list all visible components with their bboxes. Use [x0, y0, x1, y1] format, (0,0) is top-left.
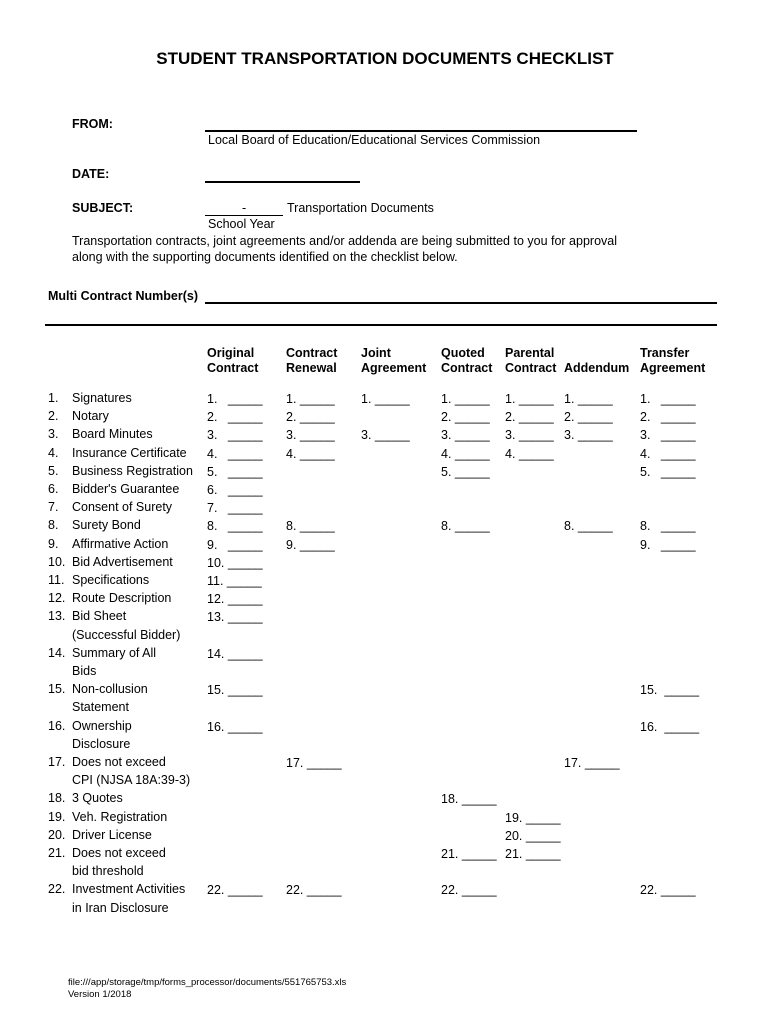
item-label: Driver License [72, 827, 152, 842]
item-number: 15. [48, 682, 66, 697]
item-number: 3. [48, 427, 59, 442]
check-blank[interactable]: 2. _____ [505, 410, 554, 425]
check-blank[interactable]: 8. _____ [564, 519, 613, 534]
check-blank[interactable]: 9. _____ [207, 537, 263, 552]
footer-version: Version 1/2018 [68, 989, 132, 1000]
date-line[interactable] [205, 181, 360, 183]
check-blank[interactable]: 4. _____ [286, 446, 335, 461]
check-blank[interactable]: 1. _____ [361, 392, 410, 406]
column-header-line-1: Quoted [441, 346, 485, 360]
item-number: 17. [48, 755, 66, 769]
check-blank[interactable]: 2. _____ [640, 410, 696, 425]
column-header-line-2: Addendum [564, 361, 630, 375]
item-label: Specifications [72, 573, 150, 587]
item-label: CPI (NJSA 18A:39-3) [72, 773, 191, 788]
column-header [564, 346, 629, 376]
check-blank[interactable]: 3. _____ [207, 428, 263, 443]
check-blank[interactable]: 9. _____ [286, 537, 335, 552]
item-number: 13. [48, 609, 66, 624]
check-blank[interactable]: 3. _____ [361, 428, 410, 443]
column-header-line-2: Contract [441, 361, 493, 375]
check-blank[interactable]: 14. _____ [207, 646, 263, 661]
item-number: 9. [48, 536, 59, 551]
check-blank[interactable]: 13. _____ [207, 610, 263, 625]
item-label: Does not exceed [72, 846, 166, 860]
check-blank[interactable]: 22. _____ [286, 883, 342, 898]
item-number: 2. [48, 409, 59, 424]
item-label: bid threshold [72, 864, 144, 879]
check-blank[interactable]: 2. _____ [286, 410, 335, 425]
item-label: (Successful Bidder) [72, 627, 181, 642]
item-number: 5. [48, 463, 59, 478]
item-label: in Iran Disclosure [72, 900, 169, 915]
check-blank[interactable]: 5. _____ [207, 464, 263, 479]
check-blank[interactable]: 3. _____ [505, 428, 554, 443]
item-number: 8. [48, 518, 59, 533]
column-header-line-2: Contract [207, 361, 259, 375]
check-blank[interactable]: 8. _____ [640, 519, 696, 534]
item-label: Affirmative Action [72, 536, 169, 551]
item-label: Disclosure [72, 736, 131, 751]
item-label: Summary of All [72, 645, 157, 660]
item-label: Board Minutes [72, 427, 153, 442]
item-number: 4. [48, 445, 59, 460]
column-header [441, 346, 492, 376]
item-label: Ownership [72, 718, 132, 733]
item-label: Surety Bond [72, 518, 141, 533]
column-header [640, 346, 705, 376]
column-header-line-2: Renewal [286, 361, 337, 375]
intro-line-2: along with the supporting documents identified on the checklist below. [72, 250, 458, 264]
check-blank[interactable]: 22. _____ [207, 883, 263, 898]
check-blank[interactable]: 3. _____ [286, 428, 335, 443]
column-header-line-2: Agreement [640, 361, 706, 375]
item-number: 11. [48, 573, 65, 587]
item-number: 10. [48, 554, 66, 569]
intro-line-1: Transportation contracts, joint agreements and/or addenda are being submitted to you for approval [72, 234, 618, 248]
check-blank[interactable]: 21. _____ [441, 847, 497, 861]
check-blank[interactable]: 10. _____ [207, 555, 263, 570]
check-blank[interactable]: 16. _____ [207, 719, 263, 734]
check-blank[interactable]: 8. _____ [207, 519, 263, 534]
check-blank[interactable]: 2. _____ [564, 410, 613, 425]
check-blank[interactable]: 2. _____ [441, 410, 490, 425]
item-number: 21. [48, 846, 66, 860]
check-blank[interactable]: 3. _____ [640, 428, 696, 443]
check-blank[interactable]: 1. _____ [441, 392, 490, 406]
item-label: Notary [72, 409, 109, 424]
check-blank[interactable]: 6. _____ [207, 483, 263, 497]
column-header-line-2: Agreement [361, 361, 427, 375]
check-blank[interactable]: 19. _____ [505, 810, 561, 825]
item-label: Bidder's Guarantee [72, 482, 180, 496]
item-label: Bids [72, 664, 97, 678]
item-label: Business Registration [72, 463, 193, 478]
check-blank[interactable]: 11. _____ [207, 574, 262, 588]
check-blank[interactable]: 4. _____ [505, 446, 554, 461]
item-label: Bid Advertisement [72, 554, 173, 569]
school-year-line[interactable] [205, 215, 283, 216]
check-blank[interactable]: 9. _____ [640, 537, 696, 552]
check-blank[interactable]: 22. _____ [640, 883, 696, 898]
item-label: Bid Sheet [72, 609, 127, 624]
item-label: Statement [72, 700, 129, 715]
item-label: Non-collusion [72, 682, 148, 697]
page-title: STUDENT TRANSPORTATION DOCUMENTS CHECKLIST [156, 49, 614, 68]
item-number: 6. [48, 482, 59, 496]
column-header [505, 346, 556, 376]
item-number: 20. [48, 827, 66, 842]
item-number: 16. [48, 718, 66, 733]
check-blank[interactable]: 12. _____ [207, 592, 263, 607]
footer-path: file:///app/storage/tmp/forms_processor/documents/551765753.xls [68, 977, 347, 988]
item-label: Consent of Surety [72, 500, 173, 515]
column-header-line-1: Transfer [640, 346, 690, 360]
check-blank[interactable]: 15. _____ [207, 683, 263, 698]
check-blank[interactable]: 3. _____ [441, 428, 490, 443]
item-label: Investment Activities [72, 882, 186, 897]
check-blank[interactable]: 4. _____ [441, 446, 490, 461]
check-blank[interactable]: 1. _____ [640, 392, 696, 406]
from-line[interactable] [205, 130, 637, 132]
check-blank[interactable]: 7. _____ [207, 501, 263, 516]
item-number: 18. [48, 791, 66, 806]
check-blank[interactable]: 1. _____ [207, 392, 263, 406]
item-number: 19. [48, 809, 66, 824]
check-blank[interactable]: 5. _____ [640, 464, 696, 479]
column-header [286, 346, 337, 376]
check-blank[interactable]: 1. _____ [564, 392, 613, 406]
item-label: Does not exceed [72, 755, 166, 769]
item-label: Insurance Certificate [72, 445, 187, 460]
check-blank[interactable]: 4. _____ [640, 446, 696, 461]
item-number: 22. [48, 882, 66, 897]
check-blank[interactable]: 2. _____ [207, 410, 263, 425]
check-blank[interactable]: 3. _____ [564, 428, 613, 443]
item-number: 7. [48, 500, 59, 515]
column-header-line-1: Joint [361, 346, 391, 360]
check-blank[interactable]: 8. _____ [286, 519, 335, 534]
item-label: Signatures [72, 391, 132, 405]
check-blank[interactable]: 5. _____ [441, 464, 490, 479]
multi-contract-label: Multi Contract Number(s) [48, 289, 198, 303]
check-blank[interactable]: 1. _____ [505, 392, 554, 406]
check-blank[interactable]: 22. _____ [441, 883, 497, 898]
item-label: 3 Quotes [72, 791, 123, 806]
column-header-line-1: Original [207, 346, 255, 360]
subject-label: SUBJECT: [72, 201, 134, 215]
check-blank[interactable]: 17. _____ [564, 756, 620, 770]
check-blank[interactable]: 1. _____ [286, 392, 335, 406]
check-blank[interactable]: 15. _____ [640, 683, 700, 698]
item-label: Veh. Registration [72, 809, 168, 824]
column-header-line-1 [564, 346, 629, 361]
subject-dash: - [242, 201, 247, 215]
item-number: 14. [48, 645, 66, 660]
check-blank[interactable]: 17. _____ [286, 756, 342, 770]
subject-caption: School Year [208, 217, 275, 231]
from-label: FROM: [72, 117, 113, 131]
column-header-line-2: Contract [505, 361, 557, 375]
check-blank[interactable]: 18. _____ [441, 792, 497, 807]
check-blank[interactable]: 21. _____ [505, 847, 561, 861]
column-header [361, 346, 426, 376]
column-header-line-1: Parental [505, 346, 555, 360]
from-caption: Local Board of Education/Educational Services Commission [208, 133, 541, 147]
item-number: 1. [48, 391, 59, 405]
item-label: Route Description [72, 591, 172, 606]
multi-contract-line[interactable] [205, 302, 717, 304]
check-blank[interactable]: 20. _____ [505, 828, 561, 843]
check-blank[interactable]: 8. _____ [441, 519, 490, 534]
check-blank[interactable]: 16. _____ [640, 719, 700, 734]
date-label: DATE: [72, 167, 110, 181]
column-header [207, 346, 258, 376]
column-header-line-1: Contract [286, 346, 338, 360]
item-number: 12. [48, 591, 66, 606]
check-blank[interactable]: 4. _____ [207, 446, 263, 461]
subject-text: Transportation Documents [287, 201, 434, 215]
divider [45, 324, 717, 326]
